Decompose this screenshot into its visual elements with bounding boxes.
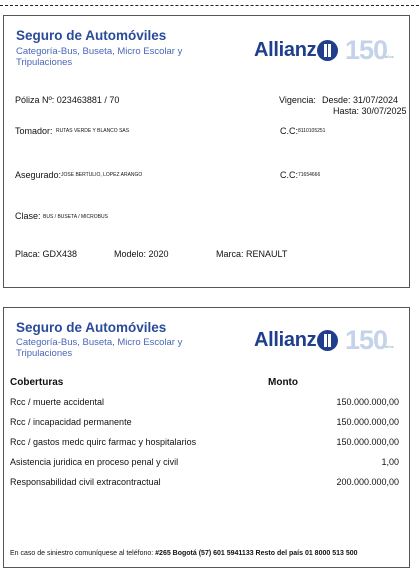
coverage-row [10, 397, 399, 409]
card-subtitle: Categoría-Bus, Buseta, Micro Escolar y Tripulaciones [16, 46, 183, 68]
marca: Marca: RENAULT [216, 249, 288, 259]
card-title: Seguro de Automóviles [16, 28, 167, 43]
coverage-amount: 150.000.000,00 [336, 417, 399, 427]
logo-anniversary-sub: años [385, 344, 394, 349]
coverage-row [10, 437, 399, 449]
card-title: Seguro de Automóviles [16, 320, 167, 335]
coverage-amount: 150.000.000,00 [336, 437, 399, 447]
coverage-amount: 200.000.000,00 [336, 477, 399, 487]
allianz-logo [254, 325, 399, 359]
asegurado-cc-value: 71654666 [298, 172, 321, 178]
vigencia-hasta: Hasta: 30/07/2025 [333, 106, 407, 116]
footer-phone-numbers: #265 Bogotá (57) 601 5941133 Resto del país 01 8000 513 500 [155, 550, 358, 557]
logo-anniversary: 150 [345, 325, 388, 355]
policy-number: Póliza Nº: 023463881 / 70 [15, 95, 120, 105]
coverage-row [10, 417, 399, 429]
tomador-label: Tomador: [15, 126, 53, 136]
allianz-eagle-icon [317, 40, 338, 61]
placa: Placa: GDX438 [15, 249, 78, 259]
allianz-eagle-icon [317, 330, 338, 351]
card-subtitle: Categoría-Bus, Buseta, Micro Escolar y Tripulaciones [16, 337, 183, 359]
logo-brand: Allianz [254, 329, 317, 351]
monto-header: Monto [268, 377, 298, 388]
footer-text: En caso de siniestro comuníquese al teléfono: [10, 550, 156, 557]
coverage-name: Rcc / muerte accidental [10, 397, 105, 407]
coberturas-header: Coberturas [10, 377, 64, 388]
cut-line [0, 5, 419, 6]
asegurado-cc-label: C.C: [280, 170, 298, 180]
vigencia-label: Vigencia: [279, 95, 316, 105]
asegurado-label: Asegurado: [15, 170, 62, 180]
coverage-name: Asistencia juridica en proceso penal y civil [10, 457, 179, 467]
logo-anniversary-sub: años [385, 54, 394, 59]
coverage-name: Responsabilidad civil extracontractual [10, 477, 161, 487]
logo-anniversary: 150 [345, 35, 388, 65]
clase-label: Clase: [15, 211, 41, 221]
tomador-cc-value: 8110105251 [298, 128, 326, 134]
policy-card [3, 15, 410, 288]
asegurado-value: JOSE BERTULIO, LOPEZ ARANGO [61, 172, 143, 178]
coverage-row [10, 477, 399, 489]
allianz-logo [254, 35, 399, 69]
coverage-amount: 150.000.000,00 [336, 397, 399, 407]
coverage-card [3, 307, 410, 568]
coverage-row [10, 457, 399, 469]
modelo: Modelo: 2020 [114, 249, 169, 259]
coverage-name: Rcc / incapacidad permanente [10, 417, 132, 427]
claims-phone-footer [10, 550, 358, 557]
coverage-amount: 1,00 [381, 457, 399, 467]
clase-value: BUS / BUSETA / MICROBUS [43, 214, 108, 220]
vigencia-desde: Desde: 31/07/2024 [322, 95, 399, 105]
logo-brand: Allianz [254, 39, 317, 61]
tomador-value: RUTAS VERDE Y BLANCO SAS [56, 128, 130, 134]
coverage-name: Rcc / gastos medc quirc farmac y hospitalarios [10, 437, 197, 447]
tomador-cc-label: C.C: [280, 126, 298, 136]
